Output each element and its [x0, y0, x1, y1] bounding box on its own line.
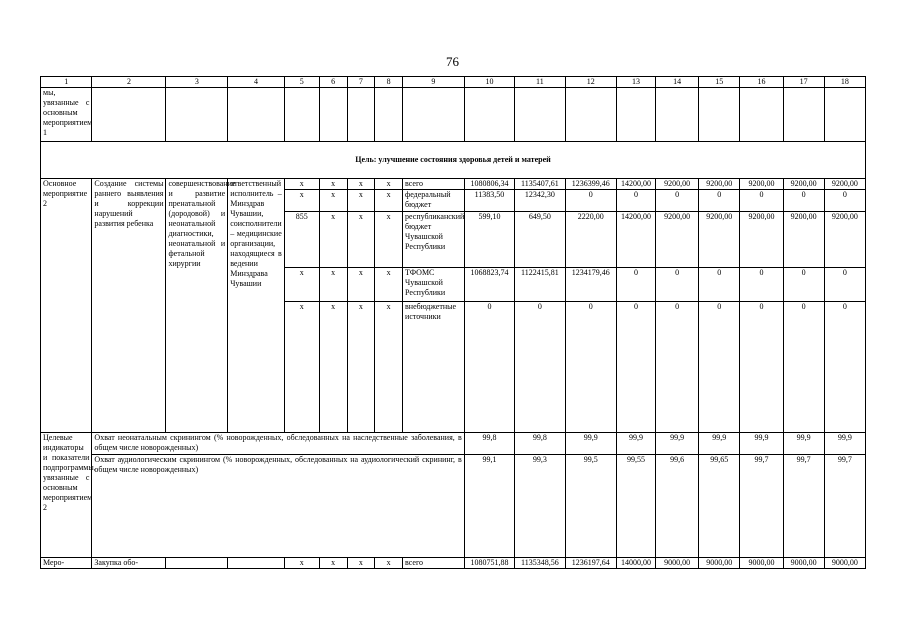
funding-value: 1080751,88 [464, 558, 514, 569]
indicator-value: 99,9 [699, 433, 740, 455]
table-cell [824, 88, 865, 142]
code-cell: x [375, 179, 403, 190]
funding-value: 9000,00 [699, 558, 740, 569]
table-cell [740, 88, 783, 142]
code-cell: x [319, 212, 347, 268]
table-cell [319, 88, 347, 142]
indicator-row [41, 455, 866, 558]
indicator-text: Охват аудиологическим скринингом (% новорожденных, обследованных на аудиологический скрининг, в общем числе новорожденных) [92, 455, 464, 558]
column-number: 12 [565, 77, 616, 88]
table-cell [699, 88, 740, 142]
code-cell: x [319, 268, 347, 302]
funding-value: 9200,00 [783, 179, 824, 190]
table-cell [166, 88, 228, 142]
funding-value: 9200,00 [656, 179, 699, 190]
funding-source: ТФОМС Чувашской Республики [403, 268, 465, 302]
event-row [41, 558, 866, 569]
funding-value: 0 [464, 302, 514, 433]
funding-value: 0 [740, 302, 783, 433]
column-number: 2 [92, 77, 166, 88]
code-cell: x [375, 190, 403, 212]
indicator-value: 99,3 [515, 455, 565, 558]
code-cell: x [347, 558, 375, 569]
code-cell: x [319, 190, 347, 212]
code-cell: x [284, 190, 319, 212]
indicator-value: 99,6 [656, 455, 699, 558]
funding-value: 0 [616, 302, 655, 433]
code-cell: x [319, 558, 347, 569]
funding-value: 9200,00 [740, 212, 783, 268]
funding-value: 1080806,34 [464, 179, 514, 190]
indicator-value: 99,7 [824, 455, 865, 558]
goal-text: Цель: улучшение состояния здоровья детей и матерей [41, 142, 866, 179]
table-cell [565, 88, 616, 142]
funding-value: 1236399,46 [565, 179, 616, 190]
code-cell: x [347, 179, 375, 190]
funding-value: 0 [656, 268, 699, 302]
funding-value: 9000,00 [740, 558, 783, 569]
column-number: 11 [515, 77, 565, 88]
indicator-value: 99,7 [783, 455, 824, 558]
funding-source: республиканский бюджет Чувашской Республики [403, 212, 465, 268]
indicator-value: 99,65 [699, 455, 740, 558]
funding-value: 599,10 [464, 212, 514, 268]
indicator-value: 99,9 [656, 433, 699, 455]
funding-value: 0 [783, 190, 824, 212]
funding-source: всего [403, 179, 465, 190]
column-number: 3 [166, 77, 228, 88]
funding-value: 9200,00 [824, 179, 865, 190]
column-number: 1 [41, 77, 92, 88]
code-cell: x [375, 558, 403, 569]
table-cell [515, 88, 565, 142]
funding-value: 0 [783, 302, 824, 433]
funding-value: 9200,00 [699, 212, 740, 268]
program-table [40, 76, 866, 569]
funding-source: федеральный бюджет [403, 190, 465, 212]
funding-value: 0 [616, 268, 655, 302]
code-cell: x [284, 302, 319, 433]
funding-value: 0 [740, 268, 783, 302]
table-cell [616, 88, 655, 142]
funding-value: 1122415,81 [515, 268, 565, 302]
continuation-row [41, 88, 866, 142]
funding-value: 0 [824, 268, 865, 302]
indicator-value: 99,7 [740, 455, 783, 558]
funding-value: 1068823,74 [464, 268, 514, 302]
indicators-label: Целевые индикаторы и показатели подпрограммы, увязанные с основным мероприятием 2 [41, 433, 92, 558]
indicator-value: 99,8 [464, 433, 514, 455]
table-cell [403, 88, 465, 142]
column-number: 7 [347, 77, 375, 88]
funding-value: 9200,00 [699, 179, 740, 190]
event-title: Основное мероприятие 2 [41, 179, 92, 433]
funding-value: 0 [699, 190, 740, 212]
code-cell: x [375, 212, 403, 268]
funding-value: 0 [565, 302, 616, 433]
column-number: 18 [824, 77, 865, 88]
table-cell [656, 88, 699, 142]
code-cell: x [347, 302, 375, 433]
column-number: 6 [319, 77, 347, 88]
funding-value: 0 [656, 190, 699, 212]
goal-row [41, 142, 866, 179]
column-number: 8 [375, 77, 403, 88]
table-cell [228, 558, 285, 569]
event-description: Закупка обо- [92, 558, 166, 569]
funding-value: 0 [656, 302, 699, 433]
funding-value: 9200,00 [783, 212, 824, 268]
code-cell: x [375, 302, 403, 433]
table-cell [228, 88, 285, 142]
indicator-value: 99,8 [515, 433, 565, 455]
funding-value: 2220,00 [565, 212, 616, 268]
table-cell [347, 88, 375, 142]
indicator-value: 99,9 [824, 433, 865, 455]
indicator-row [41, 433, 866, 455]
code-cell: 855 [284, 212, 319, 268]
funding-value: 12342,30 [515, 190, 565, 212]
funding-value: 1135348,56 [515, 558, 565, 569]
funding-value: 649,50 [515, 212, 565, 268]
code-cell: x [347, 190, 375, 212]
event-executors: ответственный исполнитель – Минздрав Чувашии, соисполнители – медицинские организации, находящиеся в ведении Минздрава Чувашии [228, 179, 285, 433]
funding-value: 0 [565, 190, 616, 212]
code-cell: x [284, 179, 319, 190]
indicator-value: 99,5 [565, 455, 616, 558]
table-cell [92, 88, 166, 142]
code-cell: x [319, 179, 347, 190]
indicator-value: 99,55 [616, 455, 655, 558]
indicator-text: Охват неонатальным скринингом (% новорожденных, обследованных на наследственные заболевания, в общем числе новорожденных) [92, 433, 464, 455]
funding-value: 1234179,46 [565, 268, 616, 302]
event-description: Создание системы раннего выявления и коррекции нарушений развития ребенка [92, 179, 166, 433]
funding-value: 0 [699, 302, 740, 433]
funding-value: 11383,50 [464, 190, 514, 212]
continuation-label: мы, увязанные с основным мероприятием 1 [41, 88, 92, 142]
funding-value: 0 [699, 268, 740, 302]
code-cell: x [347, 212, 375, 268]
event-row [41, 179, 866, 190]
funding-value: 14200,00 [616, 179, 655, 190]
column-number: 13 [616, 77, 655, 88]
funding-value: 1135407,61 [515, 179, 565, 190]
column-number: 16 [740, 77, 783, 88]
funding-value: 0 [824, 190, 865, 212]
funding-source: всего [403, 558, 465, 569]
funding-value: 9000,00 [824, 558, 865, 569]
page-number: 76 [446, 54, 459, 69]
table-cell [284, 88, 319, 142]
event-directions: совершенствование и развитие пренатальной (дородовой) и неонатальной диагностики, неонатальной и фетальной хирургии [166, 179, 228, 433]
funding-value: 9000,00 [783, 558, 824, 569]
column-number: 5 [284, 77, 319, 88]
funding-value: 9200,00 [824, 212, 865, 268]
funding-value: 9200,00 [656, 212, 699, 268]
column-number: 15 [699, 77, 740, 88]
indicator-value: 99,9 [616, 433, 655, 455]
column-number: 10 [464, 77, 514, 88]
table-cell [464, 88, 514, 142]
column-number: 14 [656, 77, 699, 88]
table-cell [783, 88, 824, 142]
funding-value: 0 [616, 190, 655, 212]
table-cell [166, 558, 228, 569]
funding-value: 0 [824, 302, 865, 433]
code-cell: x [284, 558, 319, 569]
code-cell: x [347, 268, 375, 302]
funding-value: 0 [740, 190, 783, 212]
table-cell [375, 88, 403, 142]
funding-value: 14200,00 [616, 212, 655, 268]
indicator-value: 99,9 [565, 433, 616, 455]
indicator-value: 99,9 [740, 433, 783, 455]
column-number: 17 [783, 77, 824, 88]
funding-value: 9200,00 [740, 179, 783, 190]
funding-value: 9000,00 [656, 558, 699, 569]
indicator-value: 99,9 [783, 433, 824, 455]
code-cell: x [284, 268, 319, 302]
code-cell: x [319, 302, 347, 433]
code-cell: x [375, 268, 403, 302]
column-number: 9 [403, 77, 465, 88]
funding-value: 1236197,64 [565, 558, 616, 569]
funding-value: 14000,00 [616, 558, 655, 569]
column-number: 4 [228, 77, 285, 88]
event-title: Меро- [41, 558, 92, 569]
indicator-value: 99,1 [464, 455, 514, 558]
column-number-row [41, 77, 866, 88]
funding-source: внебюджетные источники [403, 302, 465, 433]
funding-value: 0 [515, 302, 565, 433]
funding-value: 0 [783, 268, 824, 302]
